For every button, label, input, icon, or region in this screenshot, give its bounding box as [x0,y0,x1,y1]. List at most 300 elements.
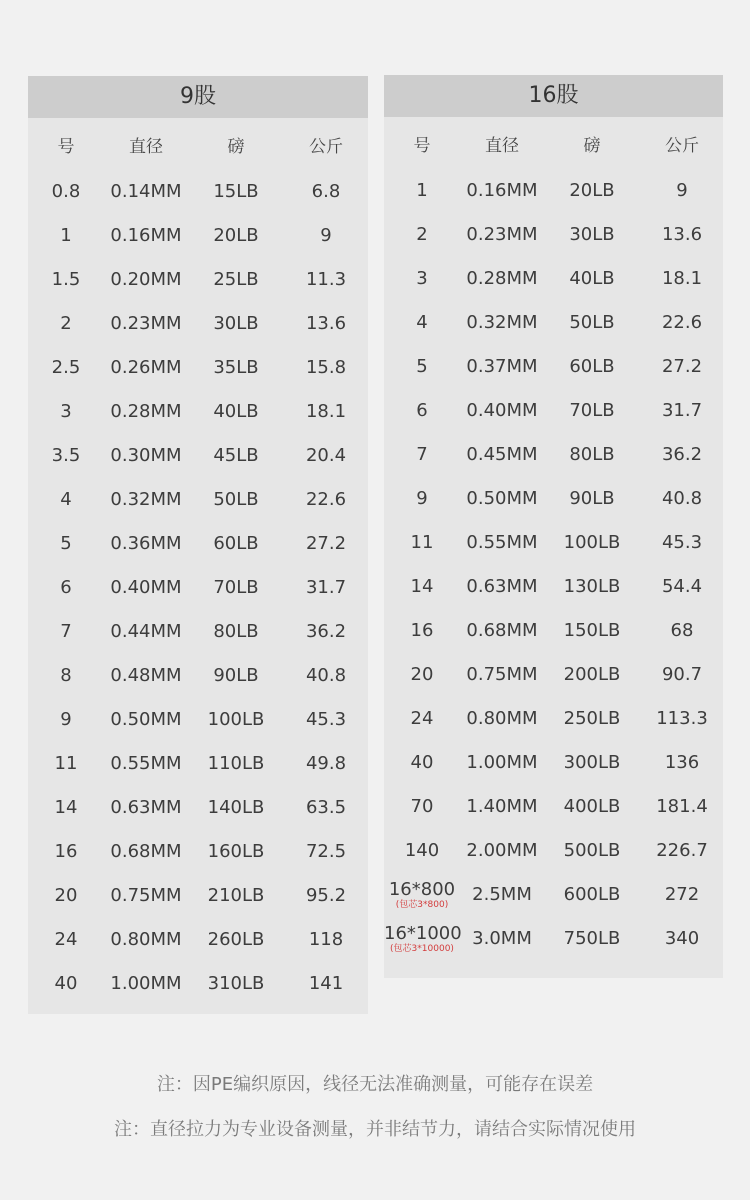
cell-value: 0.68MM [110,841,182,862]
cell-value: 11 [54,753,78,774]
cell-diameter [104,258,188,302]
cell-pounds [188,566,284,610]
cell-pounds [544,389,640,433]
cell-value: 0.23MM [110,313,182,334]
cell-diameter [104,522,188,566]
cell-value: 24 [54,929,78,950]
cell-value: 70LB [569,400,615,421]
cell-kilograms [284,874,368,918]
cell-value: 11.3 [305,269,347,290]
cell-value: 90.7 [661,664,703,685]
cell-kilograms [640,697,724,741]
cell-pounds [188,214,284,258]
cell-number [28,566,104,610]
cell-value: 0.32MM [110,489,182,510]
cell-kilograms [284,302,368,346]
cell-pounds [188,302,284,346]
cell-pounds [544,433,640,477]
table-row [384,653,724,697]
table-row [384,521,724,565]
cell-value: 16*800 [388,878,456,900]
cell-pounds [544,477,640,521]
cell-value: 24 [410,708,434,729]
cell-value: 750LB [563,928,621,949]
cell-value: 6.8 [311,181,341,202]
cell-value: 6 [60,577,72,598]
spec-table [384,117,724,961]
cell-pounds [188,654,284,698]
cell-kilograms [640,917,724,961]
cell-number [384,433,460,477]
cell-kilograms [640,213,724,257]
cell-value: 0.28MM [110,401,182,422]
cell-value: 2 [60,313,72,334]
cell-value: 310LB [207,973,265,994]
cell-value: 16 [410,620,434,641]
cell-value: 0.55MM [466,532,538,553]
cell-pounds [188,434,284,478]
cell-value: 226.7 [656,840,708,861]
cell-value: 600LB [563,884,621,905]
cell-value: 13.6 [305,313,347,334]
cell-value: 140LB [207,797,265,818]
cell-value: 1.5 [51,269,81,290]
cell-value: 5 [60,533,72,554]
cell-value: 22.6 [661,312,703,333]
cell-number [384,389,460,433]
cell-number [28,170,104,214]
cell-value: 16*1000 [384,922,462,944]
table-row [28,918,368,962]
table-row [384,213,724,257]
cell-kilograms [640,389,724,433]
cell-pounds [188,478,284,522]
cell-pounds [188,170,284,214]
table-row [384,917,724,961]
cell-value: 5 [416,356,428,377]
table-row [384,609,724,653]
cell-number [28,434,104,478]
cell-kilograms [640,873,724,917]
cell-number [384,257,460,301]
cell-number [384,697,460,741]
table-row [28,742,368,786]
cell-pounds [188,918,284,962]
cell-number [384,653,460,697]
cell-number [384,213,460,257]
cell-number [384,609,460,653]
cell-pounds [544,345,640,389]
cell-kilograms [284,258,368,302]
cell-kilograms [640,433,724,477]
table-row [384,389,724,433]
cell-number [28,962,104,1006]
cell-diameter [460,521,544,565]
cell-value: 160LB [207,841,265,862]
cell-kilograms [284,434,368,478]
cell-value: 4 [416,312,428,333]
cell-value: 8 [60,665,72,686]
cell-kilograms [284,522,368,566]
cell-value: 0.36MM [110,533,182,554]
cell-value: 113.3 [656,708,708,729]
cell-value: 14 [410,576,434,597]
cell-value: 118 [308,929,344,950]
table-row [28,478,368,522]
cell-value: 1 [416,180,428,201]
cell-value: 7 [60,621,72,642]
cell-value: 45.3 [305,709,347,730]
cell-value: 20.4 [305,445,347,466]
cell-kilograms [284,830,368,874]
cell-kilograms [284,654,368,698]
cell-number [384,477,460,521]
column-header-kilograms: 公斤 [665,135,699,156]
table-row [28,214,368,258]
cell-diameter [104,214,188,258]
cell-number [28,874,104,918]
cell-value: 50LB [213,489,259,510]
cell-value: 300LB [563,752,621,773]
cell-value: 250LB [563,708,621,729]
cell-number [384,565,460,609]
cell-diameter [460,345,544,389]
cell-kilograms [640,609,724,653]
cell-value: 30LB [213,313,259,334]
cell-pounds [544,565,640,609]
cell-number [28,610,104,654]
cell-diameter [104,742,188,786]
cell-value: 40.8 [661,488,703,509]
table-row [384,477,724,521]
cell-pounds [544,609,640,653]
cell-value: 13.6 [661,224,703,245]
cell-value: 0.14MM [110,181,182,202]
cell-value: 2.00MM [466,840,538,861]
cell-value: 0.63MM [110,797,182,818]
table-row [28,962,368,1006]
cell-value: 0.37MM [466,356,538,377]
cell-value: 35LB [213,357,259,378]
cell-value: 80LB [213,621,259,642]
cell-value: 110LB [207,753,265,774]
cell-diameter [460,653,544,697]
table-row [28,170,368,214]
cell-value: 2 [416,224,428,245]
cell-value: 70LB [213,577,259,598]
cell-kilograms [284,566,368,610]
cell-number [384,917,460,961]
cell-value: 272 [664,884,700,905]
cell-diameter [104,566,188,610]
cell-value: 0.55MM [110,753,182,774]
cell-value: 30LB [569,224,615,245]
cell-pounds [544,653,640,697]
cell-pounds [188,830,284,874]
cell-number [28,698,104,742]
cell-number [384,741,460,785]
core-note: (包芯3*10000) [390,943,454,954]
cell-diameter [104,786,188,830]
cell-number [28,258,104,302]
cell-value: 3 [60,401,72,422]
table-row [28,522,368,566]
cell-value: 70 [410,796,434,817]
spec-table-9-strand [28,76,368,1014]
cell-value: 60LB [569,356,615,377]
cell-value: 15.8 [305,357,347,378]
spec-table [28,118,368,1006]
cell-value: 20 [54,885,78,906]
column-header-kilograms: 公斤 [309,136,343,157]
cell-diameter [460,477,544,521]
cell-number [28,918,104,962]
cell-value: 40 [54,973,78,994]
cell-value: 1.00MM [466,752,538,773]
table-row [28,830,368,874]
table-row [384,741,724,785]
table-row [28,654,368,698]
cell-kilograms [284,742,368,786]
cell-value: 27.2 [305,533,347,554]
cell-value: 0.16MM [466,180,538,201]
cell-kilograms [640,257,724,301]
cell-value: 0.80MM [466,708,538,729]
cell-value: 50LB [569,312,615,333]
cell-value: 3 [416,268,428,289]
table-row [28,786,368,830]
cell-kilograms [640,521,724,565]
cell-value: 130LB [563,576,621,597]
cell-value: 9 [60,709,72,730]
cell-diameter [104,390,188,434]
cell-value: 0.50MM [110,709,182,730]
cell-pounds [544,873,640,917]
cell-number [28,302,104,346]
cell-value: 0.28MM [466,268,538,289]
cell-kilograms [284,170,368,214]
cell-number [384,521,460,565]
cell-diameter [104,302,188,346]
cell-diameter [104,170,188,214]
cell-pounds [188,610,284,654]
table-row [384,433,724,477]
cell-value: 0.80MM [110,929,182,950]
column-header-diameter: 直径 [129,136,163,157]
cell-value: 100LB [563,532,621,553]
cell-value: 45LB [213,445,259,466]
cell-value: 7 [416,444,428,465]
table-row [384,565,724,609]
cell-diameter [104,610,188,654]
cell-diameter [104,346,188,390]
cell-pounds [188,698,284,742]
cell-value: 500LB [563,840,621,861]
cell-value: 20LB [213,225,259,246]
cell-value: 36.2 [661,444,703,465]
cell-value: 31.7 [661,400,703,421]
cell-kilograms [640,741,724,785]
cell-value: 90LB [213,665,259,686]
cell-kilograms [640,169,724,213]
cell-value: 40 [410,752,434,773]
cell-value: 1.00MM [110,973,182,994]
table-row [384,257,724,301]
table-header-row [28,118,368,170]
cell-pounds [188,786,284,830]
column-header-number: 号 [413,135,431,156]
cell-kilograms [284,918,368,962]
cell-diameter [460,257,544,301]
cell-value: 2.5 [51,357,81,378]
table-row [384,873,724,917]
cell-value: 150LB [563,620,621,641]
cell-value: 72.5 [305,841,347,862]
cell-value: 20 [410,664,434,685]
cell-pounds [544,741,640,785]
cell-number [28,522,104,566]
cell-value: 136 [664,752,700,773]
cell-value: 31.7 [305,577,347,598]
cell-value: 0.16MM [110,225,182,246]
table-row [28,698,368,742]
table-row [28,258,368,302]
column-header-number: 号 [57,136,75,157]
cell-value: 1.40MM [466,796,538,817]
cell-pounds [188,258,284,302]
cell-pounds [544,257,640,301]
cell-value: 260LB [207,929,265,950]
cell-kilograms [284,698,368,742]
cell-diameter [460,213,544,257]
cell-value: 0.40MM [466,400,538,421]
cell-pounds [188,390,284,434]
cell-kilograms [640,565,724,609]
cell-value: 0.40MM [110,577,182,598]
cell-diameter [460,609,544,653]
cell-value: 0.45MM [466,444,538,465]
cell-number [28,478,104,522]
cell-value: 9 [676,180,688,201]
cell-kilograms [640,345,724,389]
cell-kilograms [640,785,724,829]
cell-value: 340 [664,928,700,949]
table-row [28,874,368,918]
cell-value: 40LB [213,401,259,422]
cell-kilograms [284,390,368,434]
cell-kilograms [284,610,368,654]
cell-kilograms [640,301,724,345]
cell-value: 40.8 [305,665,347,686]
cell-value: 0.23MM [466,224,538,245]
footnote: 注：因PE编织原因，线径无法准确测量，可能存在误差 [156,1074,594,1095]
cell-value: 3.0MM [472,928,532,949]
cell-diameter [104,698,188,742]
cell-diameter [460,873,544,917]
column-header-pounds: 磅 [227,136,245,157]
cell-number [384,345,460,389]
cell-value: 0.68MM [466,620,538,641]
cell-pounds [544,785,640,829]
cell-value: 11 [410,532,434,553]
cell-diameter [460,697,544,741]
cell-value: 90LB [569,488,615,509]
cell-value: 49.8 [305,753,347,774]
cell-value: 0.63MM [466,576,538,597]
cell-number [28,346,104,390]
cell-kilograms [284,478,368,522]
cell-number [384,169,460,213]
cell-diameter [104,874,188,918]
cell-pounds [544,829,640,873]
cell-diameter [460,829,544,873]
cell-kilograms [640,477,724,521]
cell-number [28,390,104,434]
cell-value: 25LB [213,269,259,290]
cell-value: 18.1 [305,401,347,422]
cell-value: 0.75MM [466,664,538,685]
cell-kilograms [284,962,368,1006]
cell-value: 0.44MM [110,621,182,642]
cell-kilograms [640,653,724,697]
cell-value: 63.5 [305,797,347,818]
cell-value: 14 [54,797,78,818]
table-row [384,829,724,873]
table-row [28,390,368,434]
cell-value: 18.1 [661,268,703,289]
cell-value: 60LB [213,533,259,554]
cell-value: 100LB [207,709,265,730]
table-row [28,302,368,346]
cell-value: 2.5MM [472,884,532,905]
cell-value: 22.6 [305,489,347,510]
table-row [384,169,724,213]
cell-diameter [104,654,188,698]
cell-diameter [104,918,188,962]
cell-kilograms [284,346,368,390]
cell-value: 95.2 [305,885,347,906]
cell-pounds [188,962,284,1006]
cell-value: 0.32MM [466,312,538,333]
cell-value: 140 [404,840,440,861]
cell-diameter [460,433,544,477]
table-title: 16股 [384,75,723,117]
cell-kilograms [284,786,368,830]
cell-diameter [460,741,544,785]
cell-value: 45.3 [661,532,703,553]
cell-number [384,301,460,345]
cell-value: 400LB [563,796,621,817]
spec-table-16-strand [384,75,723,978]
cell-value: 4 [60,489,72,510]
cell-diameter [104,478,188,522]
cell-value: 54.4 [661,576,703,597]
cell-value: 0.20MM [110,269,182,290]
cell-value: 181.4 [656,796,708,817]
cell-diameter [460,785,544,829]
table-header-row [384,117,724,169]
table-row [28,610,368,654]
cell-value: 6 [416,400,428,421]
cell-pounds [544,697,640,741]
cell-value: 9 [416,488,428,509]
column-header-pounds: 磅 [583,135,601,156]
cell-pounds [544,213,640,257]
core-note: (包芯3*800) [395,899,449,910]
cell-number [28,830,104,874]
cell-diameter [460,917,544,961]
cell-pounds [544,521,640,565]
